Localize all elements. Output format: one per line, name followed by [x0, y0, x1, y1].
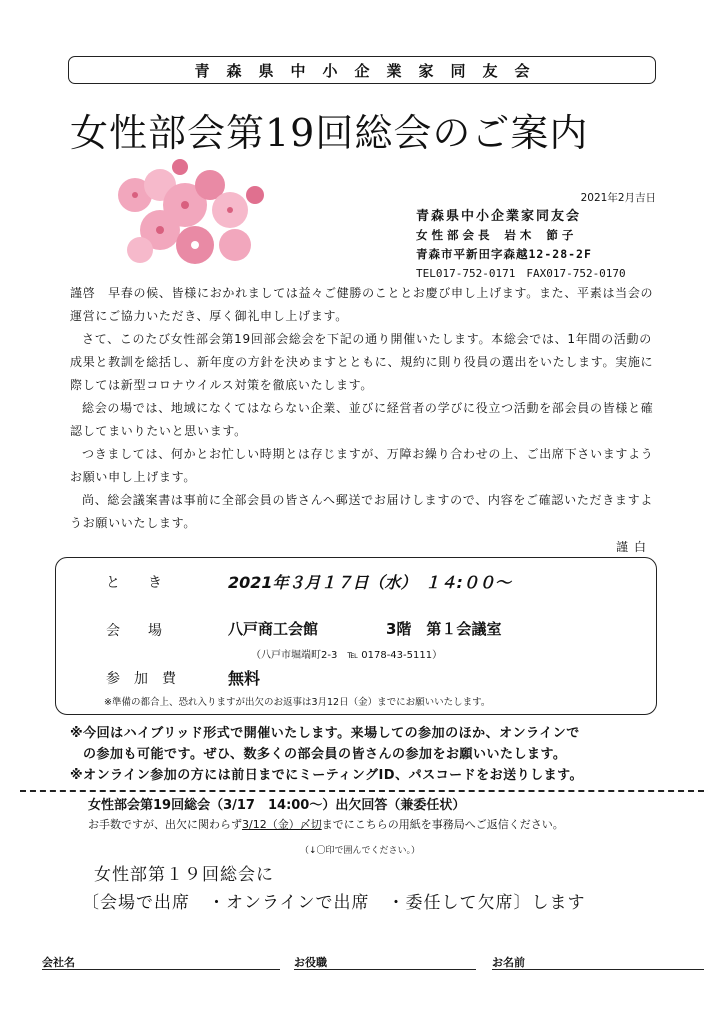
- reply-form-title: 女性部会第19回総会（3/17 14:00〜）出欠回答（兼委任状）: [88, 798, 466, 813]
- page-title: 女性部会第19回総会のご案内: [70, 111, 589, 155]
- venue-room: 3階 第１会議室: [386, 620, 502, 638]
- reply-note-post: までにこちらの用紙を事務局へご返信ください。: [321, 818, 564, 831]
- paragraph-materials: 尚、総会議案書は事前に全部会員の皆さんへ郵送でお届けしますので、内容をご確認いただきますようお願いいたします。: [70, 493, 654, 530]
- time-value: 2021年３月１７日（水） １４:００〜: [228, 573, 511, 592]
- venue-address: （八戸市堀端町2-3 ℡ 0178-43-5111）: [251, 650, 443, 661]
- position-label: お役職: [294, 956, 327, 969]
- sender-block: [416, 205, 656, 281]
- company-label: 会社名: [42, 956, 75, 969]
- blossom-cluster: [118, 159, 264, 264]
- event-details-box: [55, 557, 657, 715]
- venue-label: 会 場: [106, 623, 162, 639]
- cherry-blossom-image: [105, 155, 275, 280]
- notice-line-1: ※今回はハイブリッド形式で開催いたします。来場しての参加のほか、オンラインで: [70, 726, 580, 741]
- name-field[interactable]: [492, 954, 704, 970]
- attendance-options[interactable]: 〔会場で出席 ・オンラインで出席 ・委任して欠席〕します: [82, 893, 586, 913]
- position-field[interactable]: [294, 954, 476, 970]
- org-banner: 青森県中小企業家同友会: [68, 56, 656, 84]
- time-label: と き: [106, 575, 162, 591]
- name-label: お名前: [492, 956, 525, 969]
- reply-deadline: 3/12（金）〆切: [242, 818, 322, 831]
- closing-phrase: 謹白: [615, 540, 652, 554]
- paragraph-request: つきましては、何かとお忙しい時期とは存じますが、万障お繰り合わせの上、ご出席下さいますようお願い申し上げます。: [70, 447, 654, 484]
- notice-line-3: ※オンライン参加の方には前日までにミーティングID、パスコードをお送りします。: [70, 768, 584, 783]
- sender-org: 青森県中小企業家同友会: [416, 209, 582, 224]
- sender-chief: 女性部会長 岩木 節子: [416, 228, 578, 242]
- letter-body: [70, 282, 658, 535]
- venue-name: 八戸商工会館: [228, 620, 319, 638]
- reply-note-pre: お手数ですが、出欠に関わらず: [88, 818, 242, 831]
- cut-line: [20, 790, 704, 792]
- fee-label: 参 加 費: [106, 671, 176, 687]
- paragraph-announcement: さて、このたび女性部会第19回部会総会を下記の通り開催いたします。本総会では、1年間の活動の成果と教訓を総括し、新年度の方針を決めますとともに、規約に則り役員の選出をいたします。実施に際しては新型コロナウイルス対策を徹底いたします。: [70, 332, 654, 392]
- reply-instructions: [88, 816, 564, 832]
- company-field[interactable]: [42, 954, 280, 970]
- attendance-line-1: 女性部第１９回総会に: [94, 865, 274, 885]
- reply-deadline-note: ※準備の都合上、恐れ入りますが出欠のお返事は3月12日（金）までにお願いいたします。: [104, 697, 491, 708]
- circle-instruction: （↓〇印で囲んでください。）: [300, 846, 421, 856]
- fee-value: 無料: [228, 669, 261, 688]
- notice-line-2: の参加も可能です。ぜひ、数多くの部会員の皆さんの参加をお願いいたします。: [83, 747, 567, 762]
- hybrid-notice: [70, 723, 670, 786]
- sender-address: 青森市平新田字森越12-28-2F: [416, 247, 592, 261]
- issue-date: 2021年2月吉日: [580, 192, 656, 204]
- paragraph-greeting: 謹啓 早春の候、皆様におかれましては益々ご健勝のこととお慶び申し上げます。また、平素は当会の運営にご協力いただき、厚く御礼申し上げます。: [70, 286, 654, 323]
- sender-tel-fax: TEL017-752-0171 FAX017-752-0170: [416, 267, 626, 280]
- paragraph-purpose: 総会の場では、地域になくてはならない企業、並びに経営者の学びに役立つ活動を部会員の皆様と確認してまいりたいと思います。: [70, 401, 654, 438]
